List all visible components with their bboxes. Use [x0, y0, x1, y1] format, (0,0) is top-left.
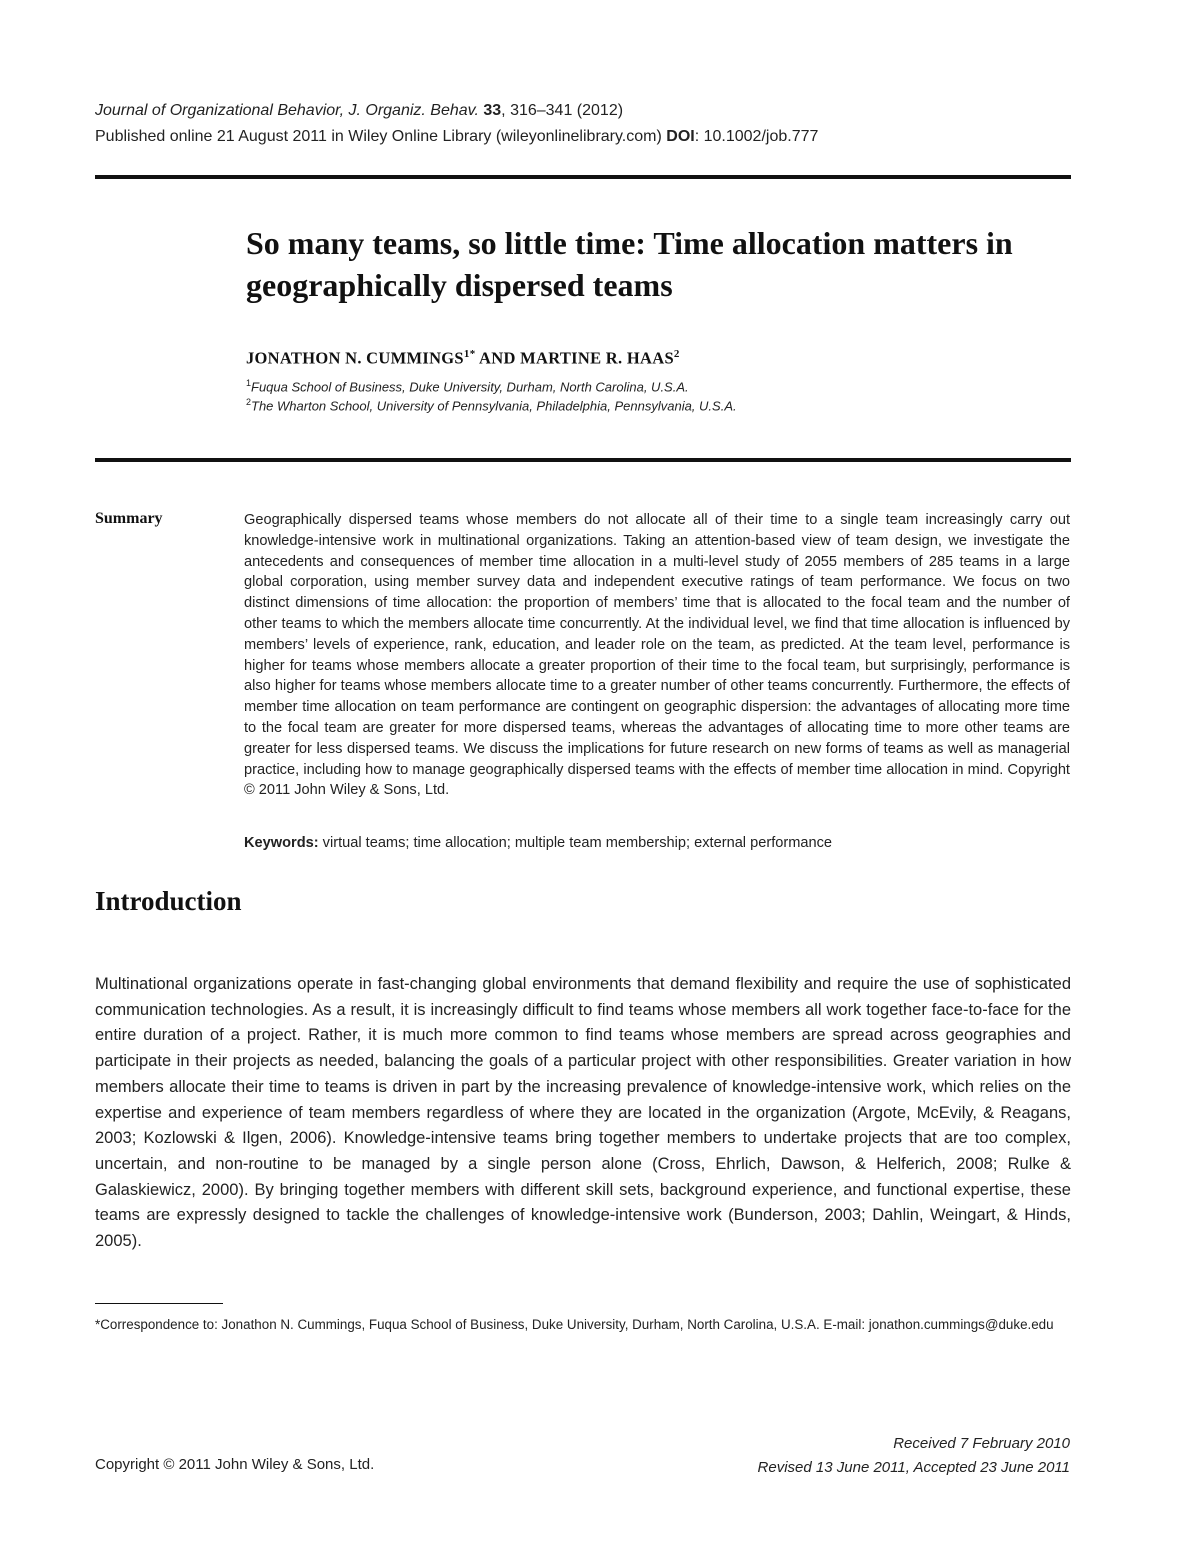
- section-heading-introduction: Introduction: [95, 886, 242, 916]
- summary-text: Geographically dispersed teams whose members do not allocate all of their time to a single team increasingly carry out knowledge-intensive work in multinational organizations. Taking an attention-based view of team design, we investigate the antecedents and consequences of member time allocation in a multi-level study of 2055 members of 285 teams in a large global corporation, using member survey data and independent executive ratings of team performance. We focus on two distinct dimensions of time allocation: the proportion of members’ time that is allocated to the focal team and the number of other teams to which the members allocate time concurrently. At the individual level, we find that time allocation is influenced by members’ levels of experience, rank, education, and leader role on the team, as predicted. At the team level, performance is higher for teams whose members allocate a greater proportion of their time to the focal team, but surprisingly, performance is also higher for teams whose members allocate time to a greater number of other teams concurrently. Furthermore, the effects of member time allocation on team performance are contingent on geographic dispersion: the advantages of allocating more time to the focal team are greater for more dispersed teams, whereas the advantages of allocating time to more other teams are greater for less dispersed teams. We discuss the implications for future research on new forms of teams as well as managerial practice, including how to manage geographically dispersed teams with the effects of member time allocation in mind. Copyright © 2011 John Wiley & Sons, Ltd.: [244, 512, 1070, 799]
- article-title: So many teams, so little time: Time allocation matters in geographically dispersed teams: [246, 225, 1013, 303]
- doi-label: DOI: [666, 128, 695, 145]
- author-1: JONATHON N. CUMMINGS: [246, 348, 464, 368]
- received-dates: [758, 1432, 1070, 1480]
- affiliation-1: [246, 378, 689, 394]
- journal-pages-year: , 316–341 (2012): [501, 102, 624, 119]
- summary-top-rule: [95, 458, 1071, 462]
- author-1-marks: 1*: [463, 348, 476, 360]
- affiliation-2-number: 2: [246, 397, 252, 407]
- journal-volume: 33: [483, 102, 502, 119]
- author-line: [246, 348, 680, 369]
- affiliation-1-text: Fuqua School of Business, Duke University, Durham, North Carolina, U.S.A.: [251, 379, 689, 395]
- keywords-text: virtual teams; time allocation; multiple team membership; external performance: [318, 835, 833, 851]
- summary-label: Summary: [95, 510, 163, 527]
- affiliation-1-number: 1: [246, 378, 252, 388]
- introduction-paragraph: Multinational organizations operate in fast-changing global environments that demand flexibility and require the use of sophisticated communication technologies. As a result, it is increasingly difficult to find teams whose members all work together face-to-face for the entire duration of a project. Rather, it is much more common to find teams whose members are spread across geographies and participate in their projects as needed, balancing the goals of a particular project with other responsibilities. Greater variation in how members allocate their time to teams is driven in part by the increasing prevalence of knowledge-intensive work, which relies on the expertise and experience of team members regardless of where they are located in the organization (Argote, McEvily, & Reagans, 2003; Kozlowski & Ilgen, 2006). Knowledge-intensive teams bring together members to undertake projects that are too complex, uncertain, and non-routine to be managed by a single person alone (Cross, Ehrlich, Dawson, & Helferich, 2008; Rulke & Galaskiewicz, 2000). By bringing together members with different skill sets, background experience, and functional expertise, these teams are expressly designed to tackle the challenges of knowledge-intensive work (Bunderson, 2003; Dahlin, Weingart, & Hinds, 2005).: [95, 975, 1071, 1251]
- header-rule: [95, 175, 1071, 179]
- affiliation-2: [246, 397, 737, 413]
- copyright-notice: Copyright © 2011 John Wiley & Sons, Ltd.: [95, 1456, 375, 1473]
- affiliation-2-text: The Wharton School, University of Pennsylvania, Philadelphia, Pennsylvania, U.S.A.: [251, 398, 737, 414]
- doi-value: : 10.1002/job.777: [694, 128, 819, 145]
- journal-header: [95, 98, 1095, 150]
- journal-citation: [95, 98, 1095, 124]
- received-date: Received 7 February 2010: [893, 1435, 1070, 1452]
- published-line: [95, 124, 1095, 150]
- author-joiner: AND: [475, 348, 521, 368]
- author-2: MARTINE R. HAAS: [520, 348, 674, 368]
- correspondence-footnote: *Correspondence to: Jonathon N. Cummings, Fuqua School of Business, Duke University, Durham, North Carolina, U.S.A. E-mail: jonathon.cummings@duke.edu: [95, 1317, 1054, 1332]
- journal-name: Journal of Organizational Behavior, J. Organiz. Behav.: [95, 102, 479, 119]
- published-info: Published online 21 August 2011 in Wiley Online Library (wileyonlinelibrary.com): [95, 128, 662, 145]
- keywords-line: [244, 835, 1070, 851]
- author-2-marks: 2: [673, 348, 680, 360]
- revised-accepted-dates: Revised 13 June 2011, Accepted 23 June 2011: [757, 1459, 1070, 1476]
- keywords-label: Keywords:: [244, 835, 319, 851]
- footnote-rule: [95, 1303, 223, 1304]
